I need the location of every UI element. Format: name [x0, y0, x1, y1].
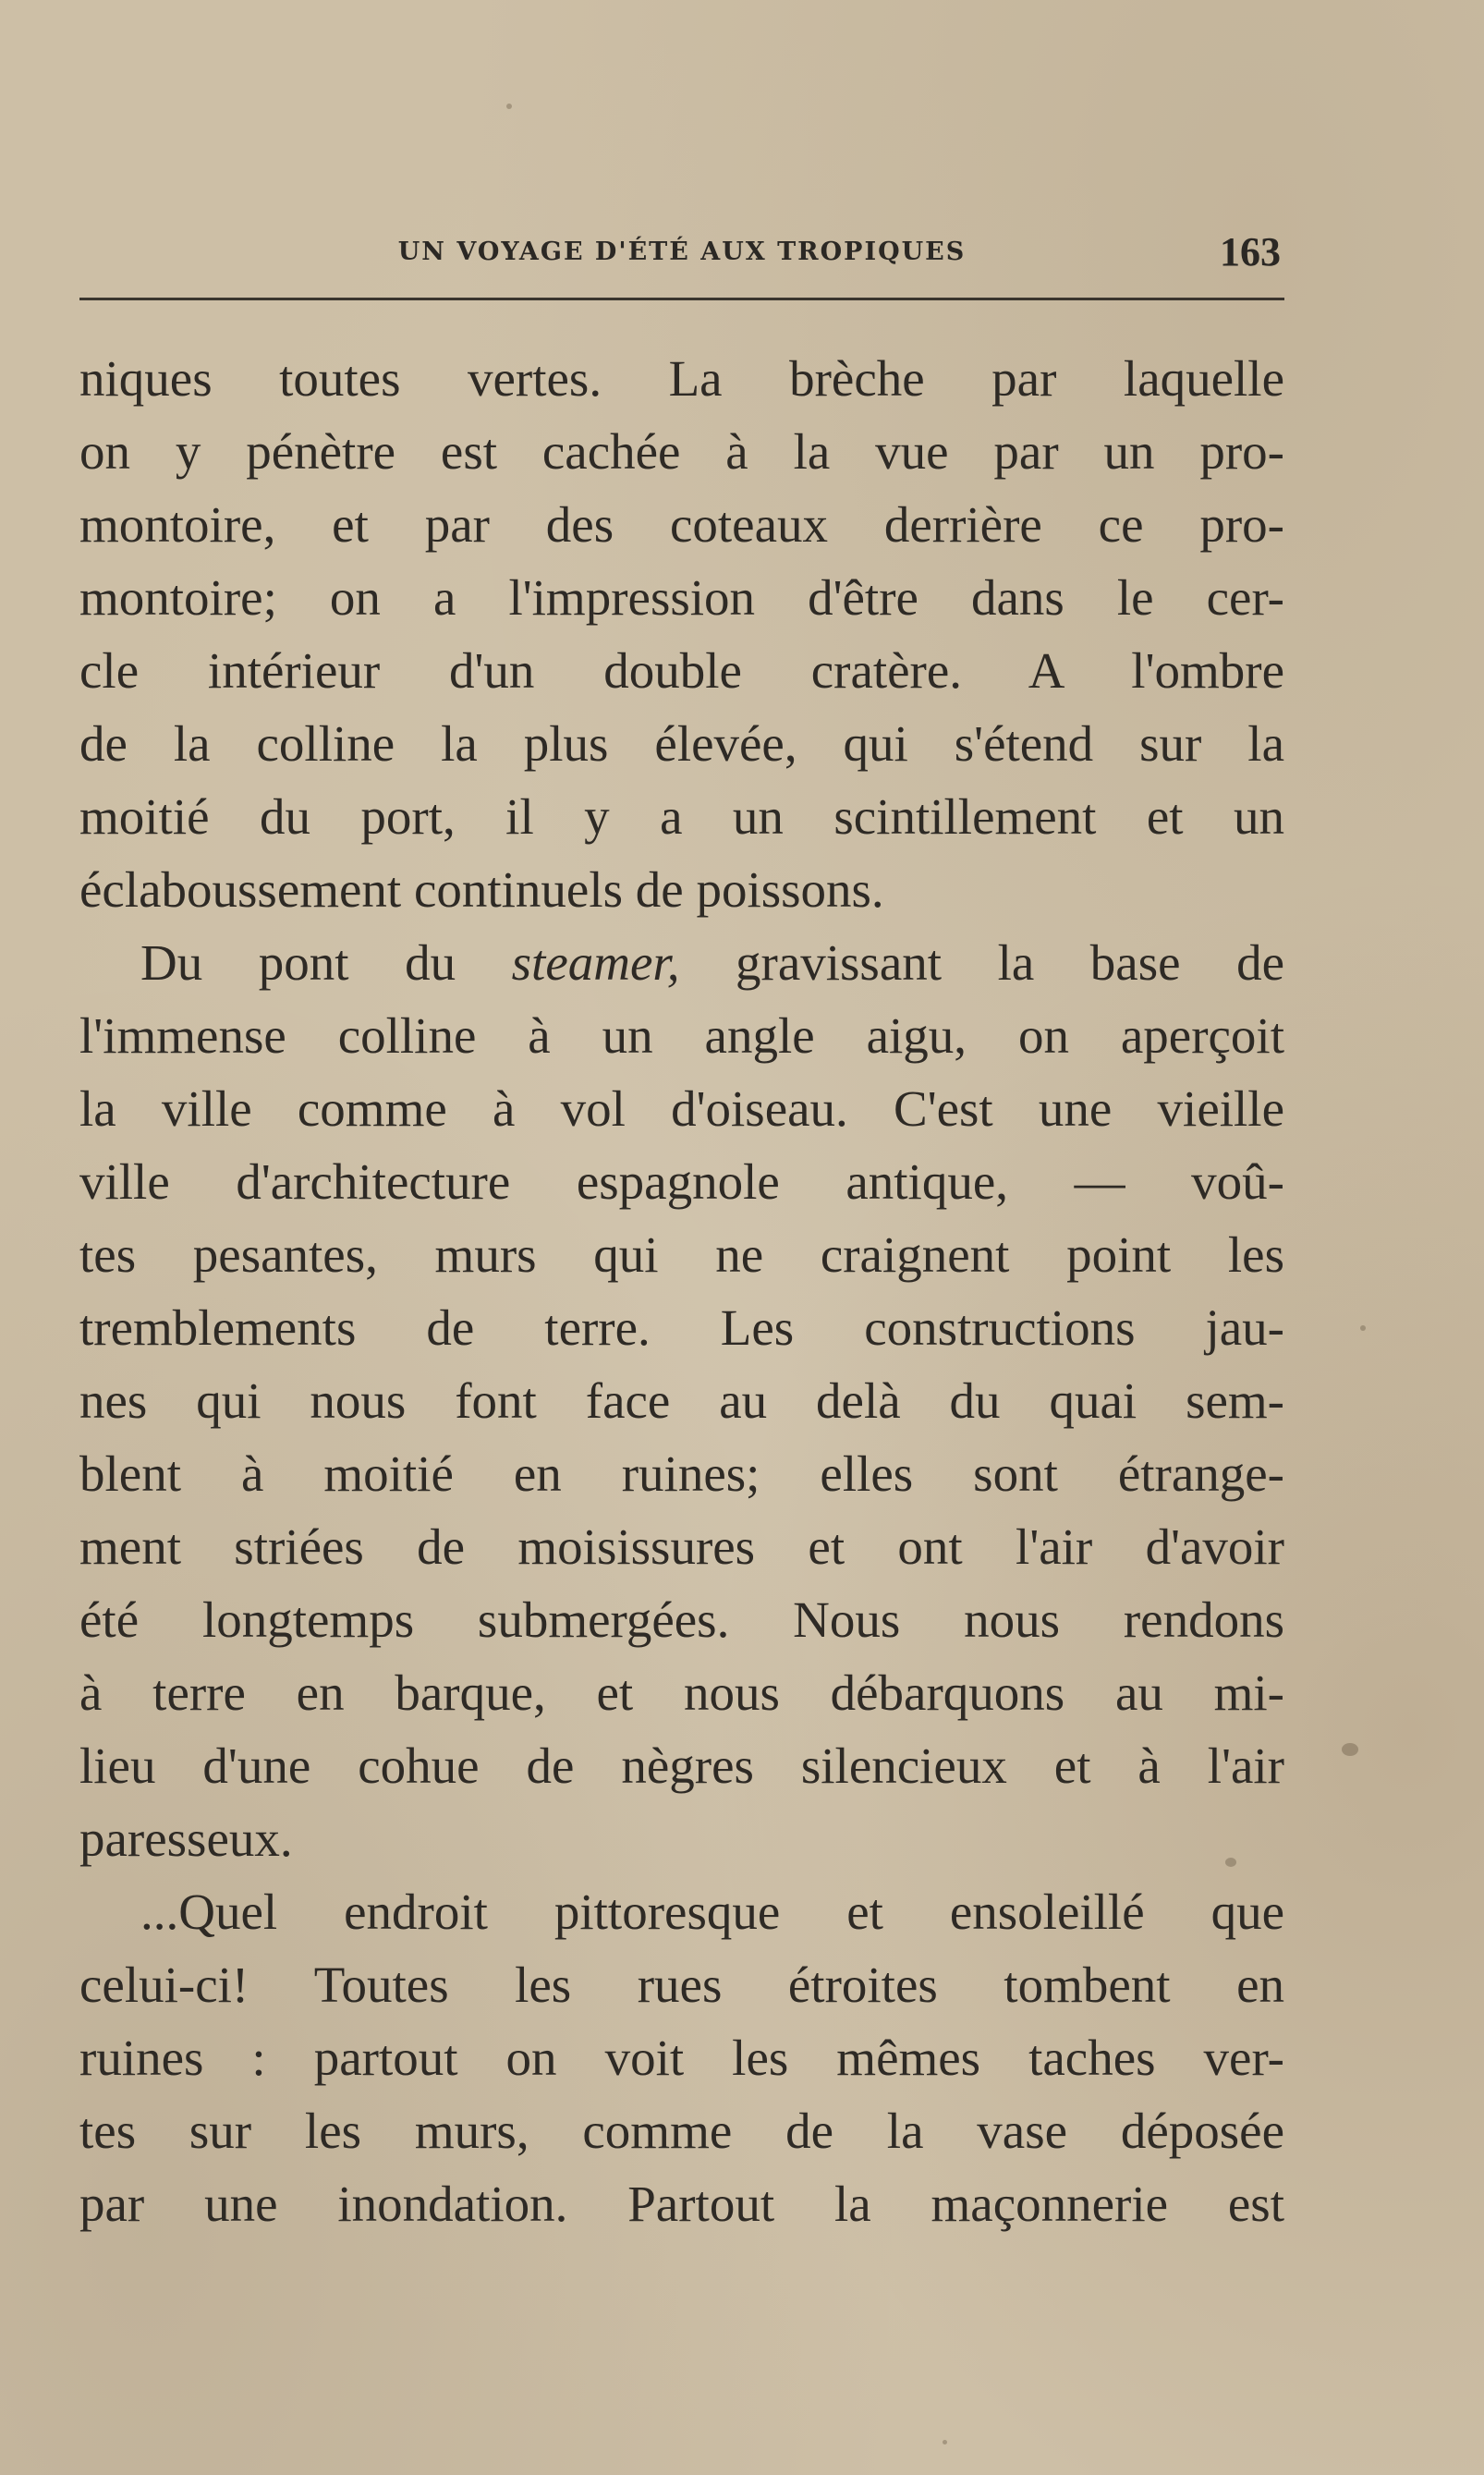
running-head-title: UN VOYAGE D'ÉTÉ AUX TROPIQUES: [397, 238, 967, 266]
text-line: l'immense colline à un angle aigu, on aperçoit: [79, 1007, 1284, 1064]
text-line: celui-ci! Toutes les rues étroites tombent en: [79, 1957, 1284, 2013]
text-line: nes qui nous font face au delà du quai sem-: [79, 1372, 1284, 1429]
text-line: on y pénètre est cachée à la vue par un pro-: [79, 423, 1284, 480]
text-line: ...Quel endroit pittoresque et ensoleillé que: [140, 1884, 1284, 1940]
text-line: cle intérieur d'un double cratère. A l'ombre: [79, 642, 1284, 699]
paper-speck: [1342, 1743, 1358, 1756]
text-line: par une inondation. Partout la maçonnerie est: [79, 2176, 1284, 2232]
text-line: tes pesantes, murs qui ne craignent point les: [79, 1226, 1284, 1283]
running-head: [79, 231, 1284, 274]
paper-speck: [1225, 1858, 1236, 1867]
text-run: gravissant la base de: [679, 934, 1284, 991]
header-rule: [79, 298, 1284, 300]
text-line: blent à moitié en ruines; elles sont étrange-: [79, 1445, 1284, 1502]
text-line: ment striées de moisissures et ont l'air d'avoir: [79, 1518, 1284, 1575]
page-number: 163: [1220, 229, 1281, 274]
text-line: tes sur les murs, comme de la vase déposée: [79, 2103, 1284, 2159]
text-line: paresseux.: [79, 1811, 293, 1867]
text-line: été longtemps submergées. Nous nous rendons: [79, 1591, 1284, 1648]
body-text: [79, 342, 1284, 2240]
text-line: montoire, et par des coteaux derrière ce pro-: [79, 496, 1284, 553]
text-line: [79, 926, 1284, 999]
paper-speck: [506, 104, 512, 109]
paper-speck: [1360, 1325, 1366, 1331]
text-line: montoire; on a l'impression d'être dans le cer-: [79, 569, 1284, 626]
text-line: ville d'architecture espagnole antique, — voû-: [79, 1153, 1284, 1210]
text-run: Du pont du: [140, 934, 512, 991]
italic-word: steamer,: [511, 934, 680, 991]
text-line: moitié du port, il y a un scintillement et un: [79, 788, 1284, 845]
text-line: ruines : partout on voit les mêmes taches ver-: [79, 2030, 1284, 2086]
text-line: niques toutes vertes. La brèche par laquelle: [79, 350, 1284, 407]
text-line: tremblements de terre. Les constructions jau-: [79, 1299, 1284, 1356]
text-line: à terre en barque, et nous débarquons au mi-: [79, 1664, 1284, 1721]
text-line: lieu d'une cohue de nègres silencieux et à l'air: [79, 1737, 1284, 1794]
text-line: de la colline la plus élevée, qui s'étend sur la: [79, 715, 1284, 772]
text-line: éclaboussement continuels de poissons.: [79, 861, 884, 918]
paper-speck: [943, 2440, 947, 2445]
text-line: la ville comme à vol d'oiseau. C'est une vieille: [79, 1080, 1284, 1137]
